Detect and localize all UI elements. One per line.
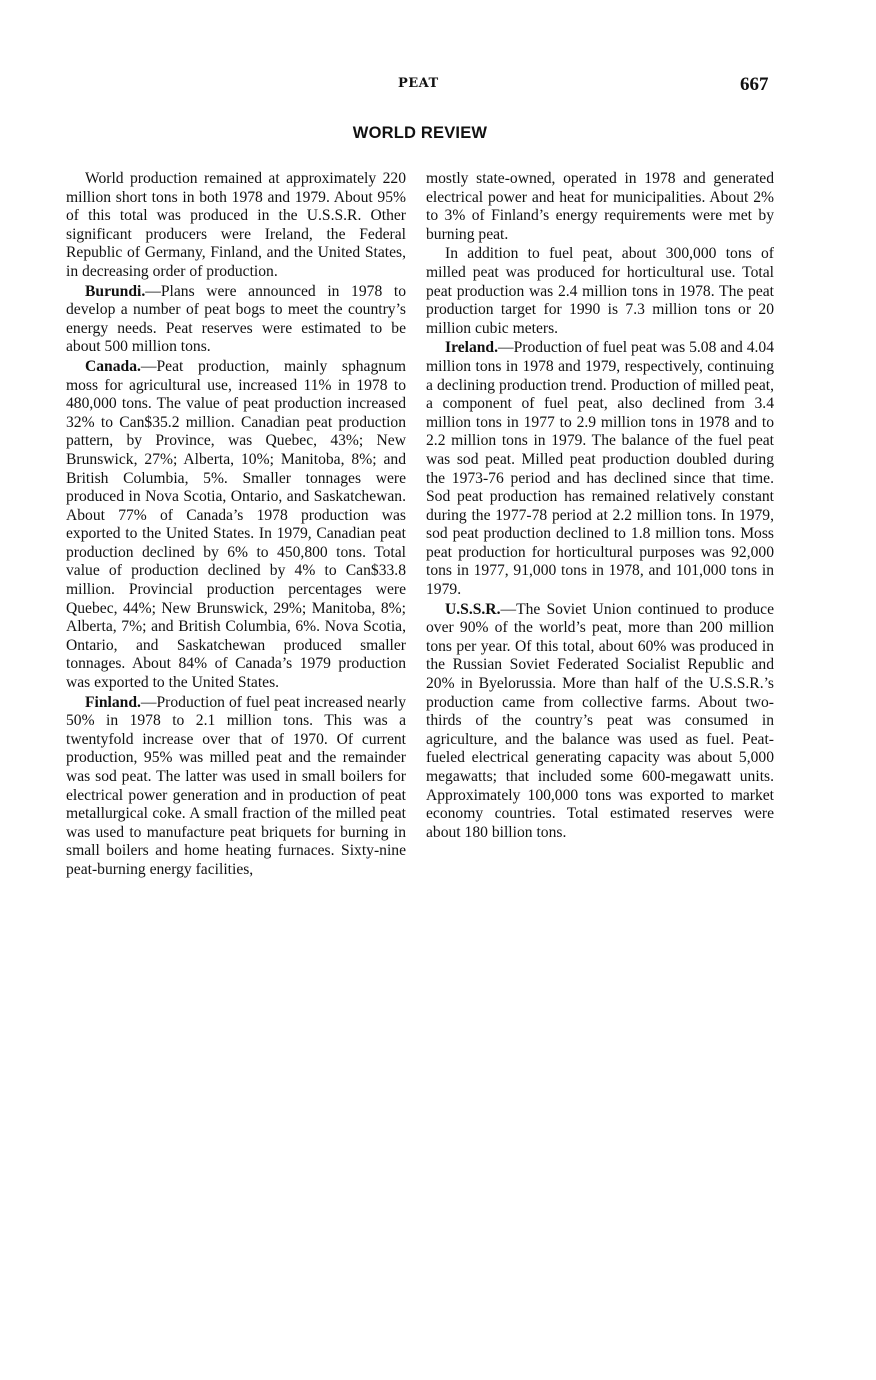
finland-text: —Production of fuel peat increased nearly 50% in 1978 to 2.1 million tons. This was a twentyfold increase over that of 1970. Of current production, 95% was milled peat and the remainder was sod peat. The latter was used in small boilers for electrical power generation and in production of peat metallurgical coke. A small fraction of the milled peat was used to manufacture peat briquets for burning in small boilers and home heating furnaces. Sixty-nine peat-burning energy facilities, bbox=[66, 693, 406, 878]
running-title: PEAT bbox=[398, 76, 439, 91]
ussr-paragraph bbox=[426, 601, 774, 843]
finland-paragraph bbox=[66, 694, 406, 880]
ireland-paragraph bbox=[426, 339, 774, 599]
ussr-lead: U.S.S.R. bbox=[445, 600, 501, 618]
burundi-text: —Plans were announced in 1978 to develop a number of peat bogs to meet the country’s energy needs. Peat reserves were estimated to be about 500 million tons. bbox=[66, 282, 406, 356]
canada-lead: Canada. bbox=[85, 357, 141, 375]
ussr-text: —The Soviet Union continued to produce over 90% of the world’s peat, more than 200 million tons per year. Of this total, about 60% was produced in the Russian Soviet Federated Socialist Republic and 20% in Byelorussia. More than half of the U.S.S.R.’s production came from collective farms. About two-thirds of the country’s peat was consumed in agriculture, and the balance was used as fuel. Peat-fueled electrical generating capacity was about 5,000 megawatts; that included some 600-megawatt units. Approximately 100,000 tons was exported to market economy countries. Total estimated reserves were about 180 billion tons. bbox=[426, 600, 774, 841]
running-header bbox=[0, 74, 876, 98]
right-column bbox=[426, 170, 774, 843]
finland-continuation: mostly state-owned, operated in 1978 and generated electrical power and heat for municipalities. About 2% to 3% of Finland’s energy requirements were met by burning peat. bbox=[426, 170, 774, 243]
finland-second-paragraph: In addition to fuel peat, about 300,000 tons of milled peat was produced for horticultural use. Total peat production was 2.4 million tons in 1978. The peat production target for 1990 is 7.3 million tons or 20 million cubic meters. bbox=[426, 245, 774, 337]
ireland-text: —Production of fuel peat was 5.08 and 4.04 million tons in 1978 and 1979, respectively, continuing a declining production trend. Production of milled peat, a component of fuel peat, also declined from 3.4 million tons in 1977 to 2.9 million tons in 1978 and to 2.2 million tons in 1979. The balance of the fuel peat was sod peat. Milled peat production doubled during the 1973-76 period and has declined since that time. Sod peat production has remained relatively constant during the 1977-78 period at 2.2 million tons. In 1979, sod peat production declined to 1.8 million tons. Moss peat production for horticultural purposes was 92,000 tons in 1977, 91,000 tons in 1978, and 101,000 tons in 1979. bbox=[426, 339, 774, 599]
canada-text: —Peat production, mainly sphagnum moss for agricultural use, increased 11% in 1978 to 480,000 tons. The value of peat production increased 32% to Can$35.2 million. Canadian peat production pattern, by Province, was Quebec, 43%; New Brunswick, 27%; Alberta, 10%; Manitoba, 8%; and British Columbia, 5%. Smaller tonnages were produced in Nova Scotia, Ontario, and Saskatchewan. About 77% of Canada’s 1978 production was exported to the United States. In 1979, Canadian peat production declined by 6% to 450,800 tons. Total value of production declined by 4% to Can$33.8 million. Provincial production percentages were Quebec, 44%; New Brunswick, 29%; Manitoba, 8%; Alberta, 7%; and British Columbia, 6%. Nova Scotia, Ontario, and Saskatchewan produced smaller tonnages. About 84% of Canada’s 1979 production was exported to the United States. bbox=[66, 357, 406, 692]
ireland-lead: Ireland. bbox=[445, 339, 499, 357]
finland-lead: Finland. bbox=[85, 693, 141, 711]
canada-paragraph bbox=[66, 358, 406, 693]
left-column bbox=[66, 170, 406, 881]
burundi-paragraph bbox=[66, 283, 406, 357]
section-heading: WORLD REVIEW bbox=[352, 124, 488, 142]
world-production-paragraph: World production remained at approximately 220 million short tons in both 1978 and 1979. About 95% of this total was produced in the U.S.S.R. Other significant producers were Ireland, the Federal Republic of Germany, Finland, and the United States, in decreasing order of production. bbox=[66, 170, 406, 280]
page-number: 667 bbox=[740, 74, 769, 95]
burundi-lead: Burundi. bbox=[85, 282, 146, 300]
